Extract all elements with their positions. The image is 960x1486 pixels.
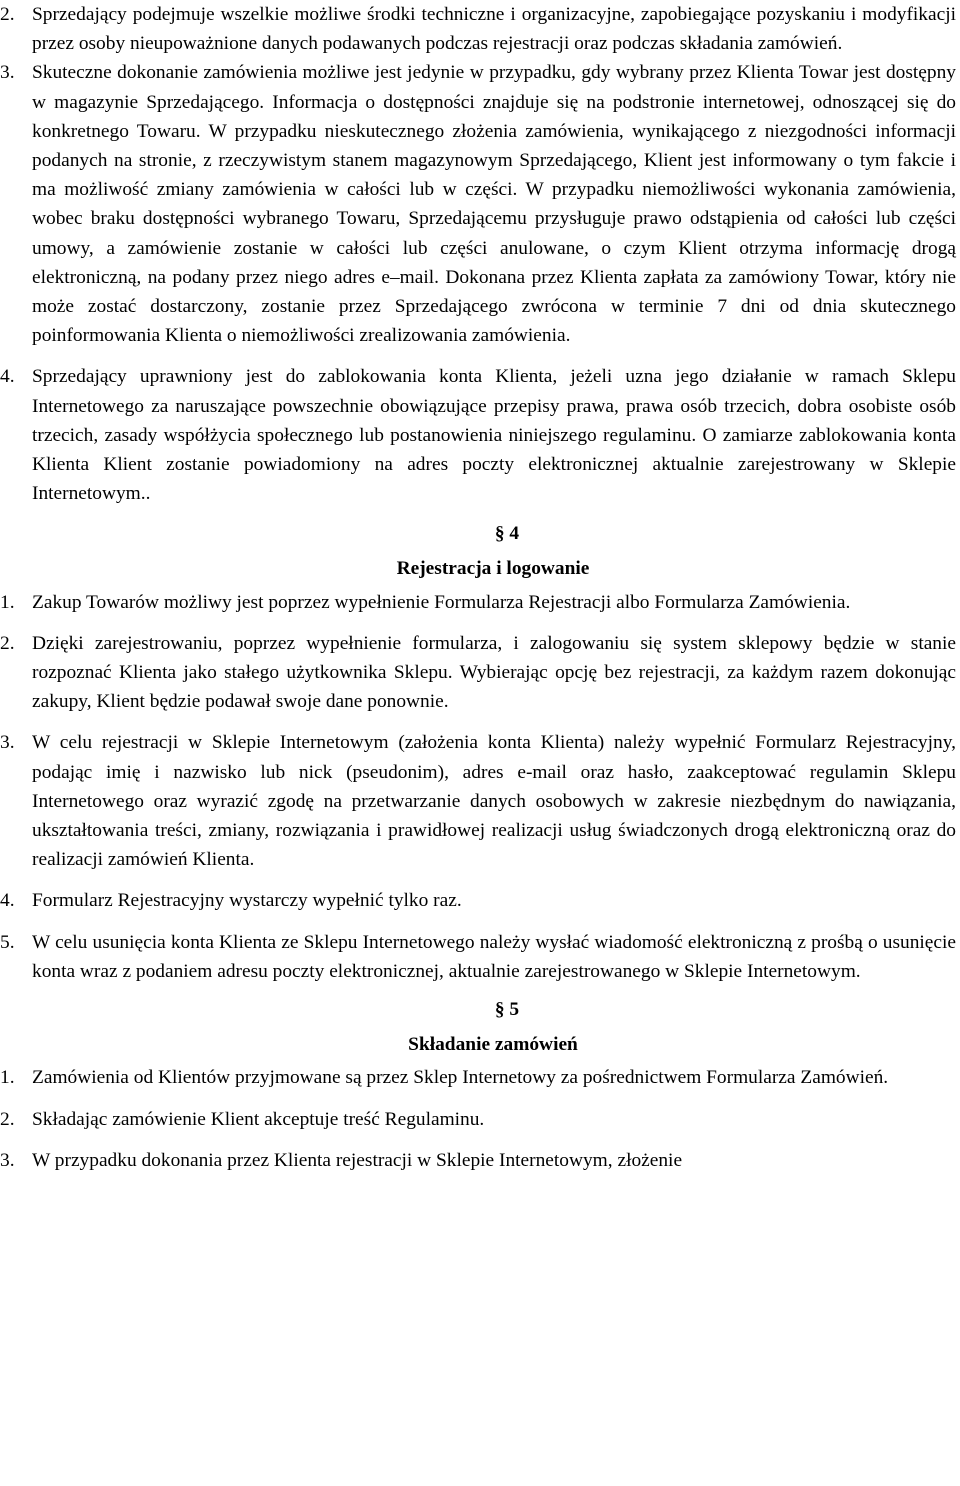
list-item	[0, 0, 956, 58]
item-text: Składając zamówienie Klient akceptuje treść Regulaminu.	[32, 1108, 485, 1130]
list-item	[0, 728, 956, 874]
item-number: 4.	[0, 890, 15, 912]
list-item	[0, 1146, 956, 1175]
paragraph-sign: § 5	[494, 999, 520, 1021]
list-item	[0, 1063, 956, 1092]
list-item	[0, 886, 956, 915]
item-text: Dzięki zarejestrowaniu, poprzez wypełnienie formularza, i zalogowaniu się system sklepowy będzie w stanie rozpoznać Klienta jako stałego użytkownika Sklepu. Wybierając opcję bez rejestracji, za każdym razem dokonując zakupy, Klient będzie podawał swoje dane ponownie.	[32, 632, 956, 713]
item-number: 4.	[0, 366, 15, 388]
item-text: W celu rejestracji w Sklepie Internetowym (założenia konta Klienta) należy wypełnić Formularz Rejestracyjny, podając imię i nazwisko lub nick (pseudonim), adres e-mail oraz hasło, zaakceptować regulamin Sklepu Internetowego oraz wyrazić zgodę na przetwarzanie danych osobowych w zakresie niezbędnym do nawiązania, ukształtowania treści, zmiany, rozwiązania i prawidłowej realizacji usług świadczonych drogą elektroniczną oraz do realizacji zamówień Klienta.	[32, 732, 956, 871]
item-number: 2.	[0, 1108, 15, 1130]
list-item	[0, 588, 956, 617]
section-4-sign	[0, 518, 956, 550]
item-text: Formularz Rejestracyjny wystarczy wypełnić tylko raz.	[32, 890, 462, 912]
list-item	[0, 629, 956, 717]
item-text: Zamówienia od Klientów przyjmowane są przez Sklep Internetowy za pośrednictwem Formularza Zamówień.	[32, 1067, 889, 1089]
item-number: 3.	[0, 732, 15, 754]
section-4-title: Rejestracja i logowanie	[396, 558, 590, 580]
item-text: Sprzedający uprawniony jest do zablokowania konta Klienta, jeżeli uzna jego działanie w ramach Sklepu Internetowego za naruszające powszechnie obowiązujące przepisy prawa, prawa osób trzecich, dobra osobiste osób trzecich, zasady współżycia społecznego lub postanowienia niniejszego regulaminu. O zamiarze zablokowania konta Klienta Klient zostanie powiadomiony na adres poczty elektronicznej aktualnie zarejestrowany w Sklepie Internetowym..	[32, 366, 956, 505]
list-item	[0, 362, 956, 508]
item-text: Sprzedający podejmuje wszelkie możliwe środki techniczne i organizacyjne, zapobiegające pozyskaniu i modyfikacji przez osoby nieupoważnione danych podawanych podczas rejestracji oraz podczas składania zamówień.	[32, 4, 956, 55]
item-text: W celu usunięcia konta Klienta ze Sklepu Internetowego należy wysłać wiadomość elektroniczną z prośbą o usunięcie konta wraz z podaniem adresu poczty elektronicznej, aktualnie zarejestrowanego w Sklepie Internetowym.	[32, 931, 956, 982]
item-number: 3.	[0, 62, 15, 84]
paragraph-sign: § 4	[494, 523, 520, 545]
item-number: 2.	[0, 632, 15, 654]
item-number: 1.	[0, 1067, 15, 1089]
item-text: Skuteczne dokonanie zamówienia możliwe jest jedynie w przypadku, gdy wybrany przez Klienta Towar jest dostępny w magazynie Sprzedającego. Informacja o dostępności znajduje się na podstronie internetowej, odnoszącej się do konkretnego Towaru. W przypadku nieskutecznego złożenia zamówienia, wynikającego z niezgodności informacji podanych na stronie, z rzeczywistym stanem magazynowym Sprzedającego, Klient jest informowany o tym fakcie i ma możliwość zmiany zamówienia w całości lub w części. W przypadku niemożliwości wykonania zamówienia, wobec braku dostępności wybranego Towaru, Sprzedającemu przysługuje prawo odstąpienia od całości lub części umowy, a zamówienie zostanie w całości lub części anulowane, o czym Klient otrzyma informację drogą elektroniczną, na podany przez niego adres e–mail. Dokonana przez Klienta zapłata za zamówiony Towar, który nie może zostać dostarczony, zostanie przez Sprzedającego zwrócona w terminie 7 dni od dnia skutecznego poinformowania Klienta o niemożliwości zrealizowania zamówienia.	[32, 62, 956, 347]
section-5-sign	[0, 994, 956, 1026]
list-item	[0, 58, 956, 350]
item-text: W przypadku dokonania przez Klienta rejestracji w Sklepie Internetowym, złożenie	[32, 1149, 683, 1171]
list-item	[0, 928, 956, 986]
item-number: 1.	[0, 591, 15, 613]
item-text: Zakup Towarów możliwy jest poprzez wypełnienie Formularza Rejestracji albo Formularza Zamówienia.	[32, 591, 851, 613]
item-number: 3.	[0, 1149, 15, 1171]
list-item	[0, 1105, 956, 1134]
item-number: 5.	[0, 931, 15, 953]
section-5-title: Składanie zamówień	[408, 1034, 578, 1056]
item-number: 2.	[0, 4, 15, 25]
